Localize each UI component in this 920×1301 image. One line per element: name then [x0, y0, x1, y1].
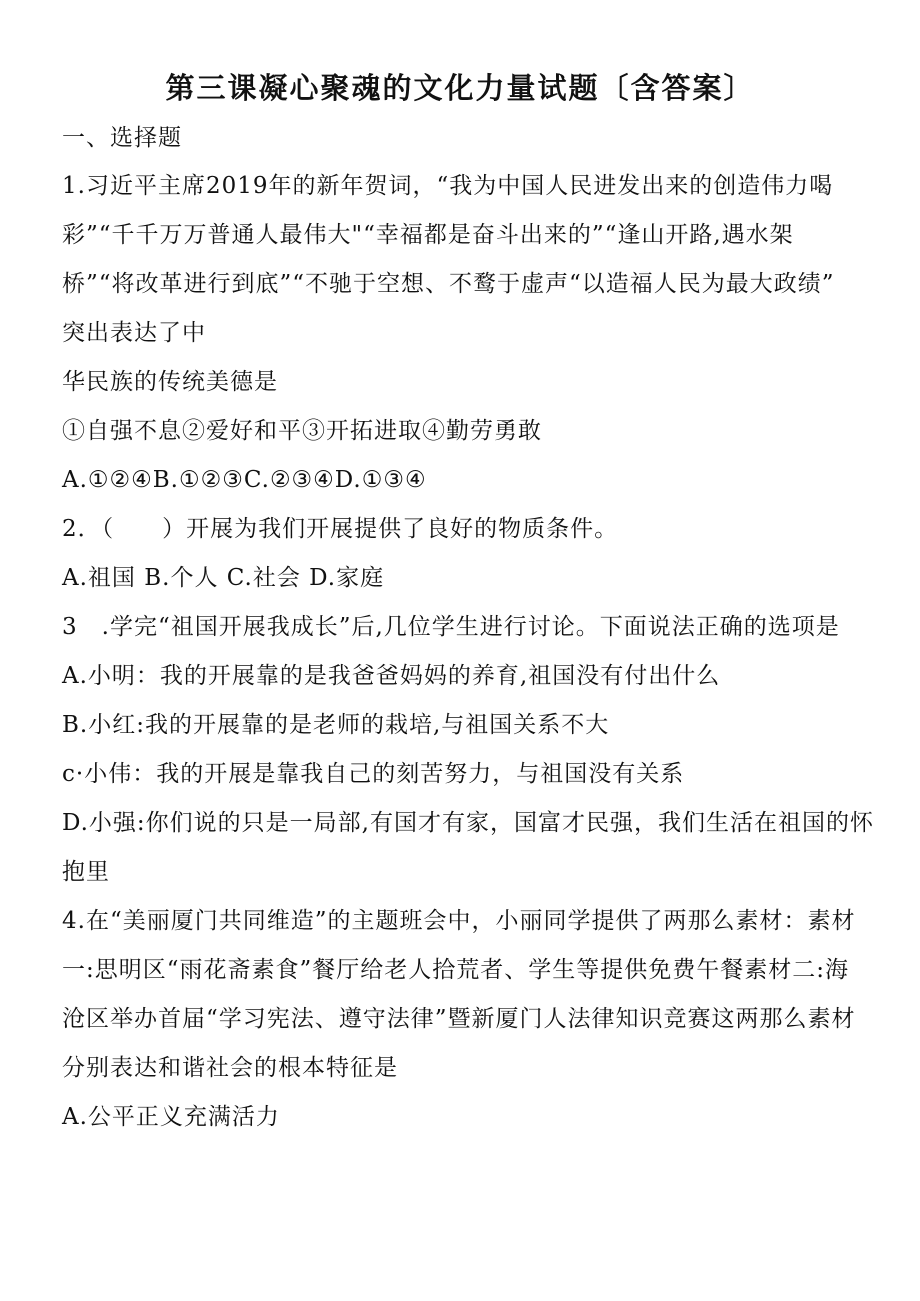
- text-line-q1-2: 彩”“千千万万普通人最伟大"“幸福都是奋斗出来的”“逢山开路,遇水架: [62, 222, 794, 248]
- q4-stem-2: 一:思明区“雨花斋素食”餐厅给老人拾荒者、学生等提供免费午餐素材二:海: [62, 957, 850, 983]
- q3-stem: 3 .学完“祖国开展我成长”后,几位学生进行讨论。下面说法正确的选项是: [62, 614, 840, 640]
- q3-option-d: D.小强:你们说的只是一局部,有国才有家，国富才民强，我们生活在祖国的怀: [62, 810, 874, 836]
- q2-options: A.祖国 B.个人 C.社会 D.家庭: [62, 565, 385, 591]
- document-title: 第三课凝心聚魂的文化力量试题〔含答案〕: [165, 71, 755, 105]
- text-line-q1-5: 华民族的传统美德是: [62, 369, 278, 395]
- q2-stem: 2．（ ）开展为我们开展提供了良好的物质条件。: [62, 516, 619, 542]
- text-line-q1-1: 1.习近平主席2019年的新年贺词，“我为中国人民进发出来的创造伟力喝: [62, 173, 834, 199]
- q3-option-c: c·小伟：我的开展是靠我自己的刻苦努力，与祖国没有关系: [62, 761, 685, 787]
- q3-option-a: A.小明：我的开展靠的是我爸爸妈妈的养育,祖国没有付出什么: [62, 663, 721, 689]
- q3-option-d-cont: 抱里: [62, 859, 110, 885]
- q4-stem-3: 沧区举办首届“学习宪法、遵守法律”暨新厦门人法律知识竞赛这两那么素材: [62, 1006, 856, 1032]
- q4-stem-1: 4.在“美丽厦门共同维造”的主题班会中，小丽同学提供了两那么素材：素材: [62, 908, 856, 934]
- section-heading: 一、选择题: [62, 125, 182, 151]
- q4-stem-4: 分别表达和谐社会的根本特征是: [62, 1055, 398, 1081]
- q1-options: A.①②④B.①②③C.②③④D.①③④: [62, 467, 427, 493]
- q4-option-a: A.公平正义充满活力: [62, 1104, 280, 1130]
- q1-items: ①自强不息②爱好和平③开拓进取④勤劳勇敢: [62, 418, 542, 444]
- text-line-q1-4: 突出表达了中: [62, 320, 206, 346]
- q3-option-b: B.小红:我的开展靠的是老师的栽培,与祖国关系不大: [62, 712, 610, 738]
- text-line-q1-3: 桥”“将改革进行到底”“不驰于空想、不鹜于虚声“以造福人民为最大政绩”: [62, 271, 835, 297]
